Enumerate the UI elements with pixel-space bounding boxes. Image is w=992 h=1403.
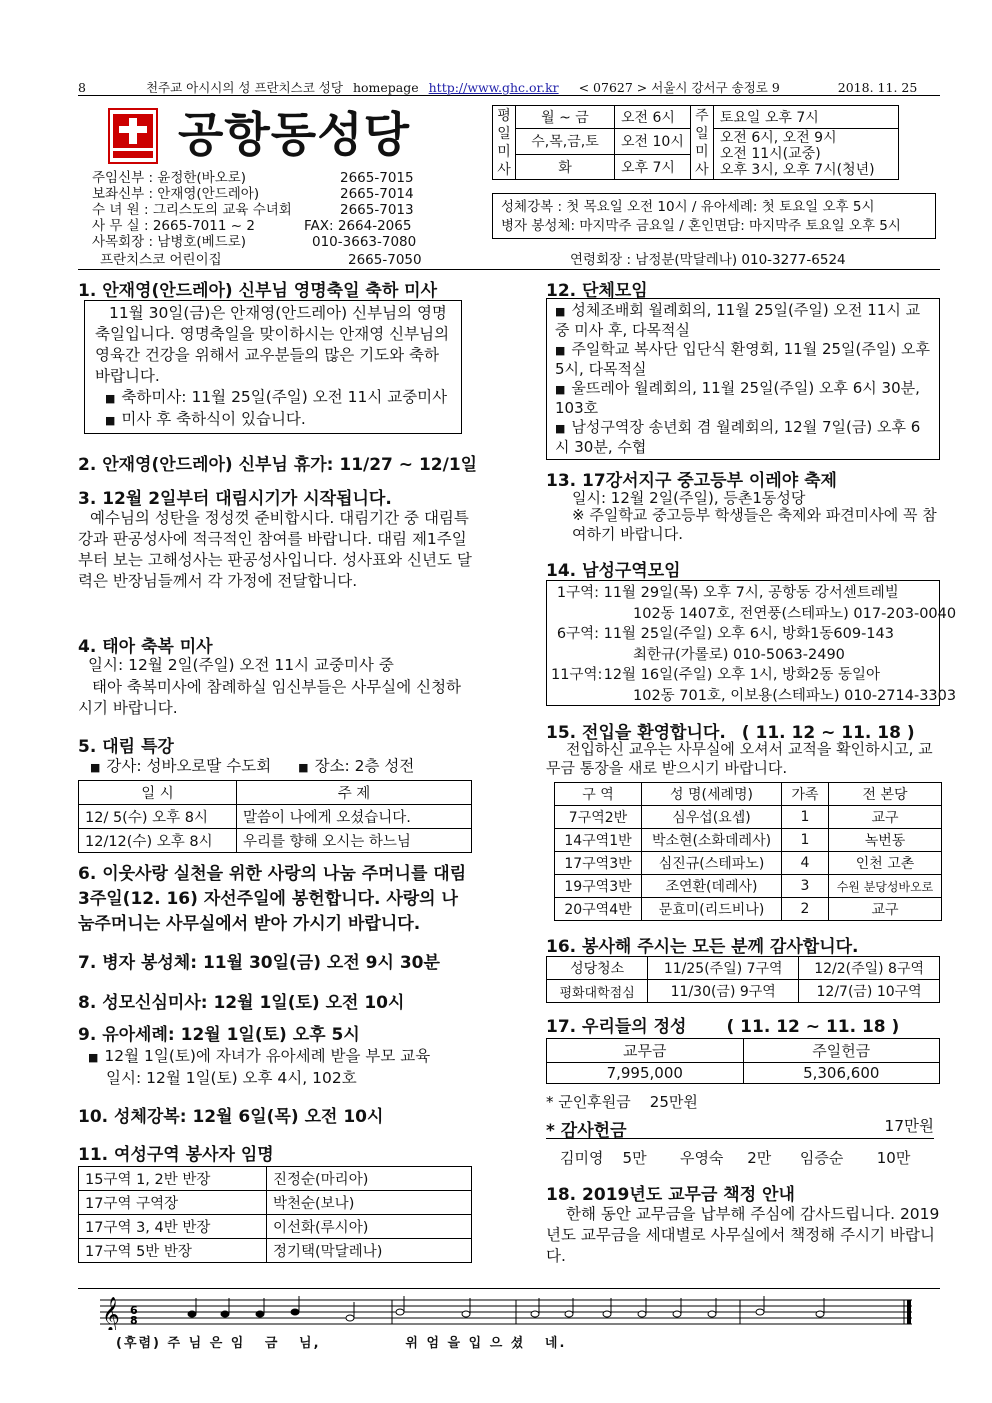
table-cell: 11/25(주일) 7구역 xyxy=(648,957,799,980)
staff-phone: 2665-7015 xyxy=(340,170,414,186)
section-1-box xyxy=(84,300,462,434)
staff-phone: FAX: 2664-2065 xyxy=(304,218,412,234)
sunday-mass-time: 오전 11시(교중) xyxy=(719,146,821,162)
table-cell: 12/7(금) 10구역 xyxy=(799,980,940,1003)
sunday-mass-times xyxy=(713,129,898,180)
section-3-title: 3. 12월 2일부터 대림시기가 시작됩니다. xyxy=(78,489,392,509)
page-number: 8 xyxy=(78,80,86,95)
sacrament-line: 병자 봉성체: 마지막주 금요일 / 혼인면담: 마지막주 토요일 오후 5시 xyxy=(501,218,901,234)
table-cell: 박소현(소화데레사) xyxy=(642,829,782,852)
table-cell: 조연환(데레사) xyxy=(642,875,782,898)
homepage-label: homepage xyxy=(352,80,419,95)
section-4-title: 4. 태아 축복 미사 xyxy=(78,637,213,657)
zone-meeting xyxy=(551,583,935,604)
zone-detail: 102동 1407호, 전연풍(스테파노) 017-203-0040 xyxy=(633,605,957,622)
table-row xyxy=(547,1063,940,1084)
table-row xyxy=(555,898,942,921)
table-header: 주일헌금 xyxy=(743,1039,940,1063)
sunday-mass-time: 토요일 오후 7시 xyxy=(713,106,898,129)
table-cell: 진정순(마리아) xyxy=(267,1167,472,1191)
table-header: 성 명(세례명) xyxy=(642,783,782,806)
header-rule xyxy=(78,95,940,96)
section-4-line: 일시: 12월 2일(주일) 오전 11시 교중미사 중 xyxy=(88,656,394,674)
table-row xyxy=(555,875,942,898)
table-cell: 3 xyxy=(782,875,829,898)
staff-phone: 2665-7013 xyxy=(340,202,414,218)
table-cell: 박천순(보나) xyxy=(267,1191,472,1215)
staff-row xyxy=(92,170,414,186)
mass-schedule-table xyxy=(492,105,899,180)
table-cell: 20구역4반 xyxy=(555,898,642,921)
section-18-text: 한해 동안 교무금을 납부해 주심에 감사드립니다. 2019년도 교무금을 세대별로 사무실에서 책정해 주시기 바랍니다. xyxy=(546,1205,940,1265)
section-1-bullet: ■ 축하미사: 11월 25일(주일) 오전 11시 교중미사 xyxy=(105,387,451,409)
table-header: 구 역 xyxy=(555,783,642,806)
mass-time: 오후 7시 xyxy=(615,154,691,180)
table-cell: 녹번동 xyxy=(829,829,942,852)
table-cell: 12/12(수) 오후 8시 xyxy=(79,829,237,853)
table-cell: 15구역 1, 2반 반장 xyxy=(79,1167,267,1191)
zone-label: 11구역: xyxy=(551,667,603,683)
mass-time: 오전 6시 xyxy=(615,106,691,129)
table-cell: 우리를 향해 오시는 하느님 xyxy=(237,829,472,853)
section-15-text: 전입하신 교우는 사무실에 오셔서 교적을 확인하시고, 교무금 통장을 새로 받으시기 바랍니다. xyxy=(546,740,933,777)
table-cell: 문효미(리드비나) xyxy=(642,898,782,921)
table-row xyxy=(555,829,942,852)
table-row xyxy=(547,980,940,1003)
table-cell: 교구 xyxy=(829,898,942,921)
table-cell: 19구역3반 xyxy=(555,875,642,898)
sunday-mass-time: 오전 6시, 오전 9시 xyxy=(719,130,837,146)
section-2-title: 2. 안재영(안드레아) 신부님 휴가: 11/27 ~ 12/1일 xyxy=(78,455,478,475)
group-meeting-item: ■ 주일학교 복사단 입단식 환영회, 11월 25일(주일) 오후 5시, 다목적실 xyxy=(555,340,931,379)
group-meeting-item: ■ 성체조배회 월례회의, 11월 25일(주일) 오전 11시 교중 미사 후, 다목적실 xyxy=(555,301,931,340)
section-5-info xyxy=(90,756,414,778)
svg-text:6: 6 xyxy=(130,1304,138,1317)
section-7-title: 7. 병자 봉성체: 11월 30일(금) 오전 9시 30분 xyxy=(78,953,440,973)
table-cell: 2 xyxy=(782,898,829,921)
sacrament-schedule xyxy=(492,193,936,239)
staff-row xyxy=(92,186,414,202)
table-cell: 17구역 5반 반장 xyxy=(79,1239,267,1263)
table-cell: 이선화(루시아) xyxy=(267,1215,472,1239)
thanks-offering-label: * 감사헌금 xyxy=(546,1121,627,1141)
table-row xyxy=(555,852,942,875)
section-10-title: 10. 성체강복: 12월 6일(목) 오전 10시 xyxy=(78,1107,384,1127)
sacrament-line: 성체강복 : 첫 목요일 오전 10시 / 유아세례: 첫 토요일 오후 5시 xyxy=(501,199,875,215)
zone-detail: 최한규(가롤로) 010-5063-2490 xyxy=(633,646,845,663)
section-18-title: 18. 2019년도 교무금 책정 안내 xyxy=(546,1185,795,1205)
parish-desc: 천주교 아시시의 성 프란치스코 성당 xyxy=(145,80,343,95)
table-header: 교무금 xyxy=(547,1039,744,1063)
mass-day: 수,목,금,토 xyxy=(516,129,615,155)
table-row xyxy=(79,805,472,829)
section-1-bullet: ■ 미사 후 축하식이 있습니다. xyxy=(105,409,451,431)
table-header: 주 제 xyxy=(237,781,472,805)
svg-text:8: 8 xyxy=(130,1314,138,1327)
section-9-line: 일시: 12월 1일(토) 오후 4시, 102호 xyxy=(106,1069,357,1087)
staff-role: 주임신부 : 윤정한(바오로) xyxy=(92,170,247,186)
address: < 07627 > 서울시 강서구 송정로 9 xyxy=(578,80,780,95)
staff-phone: 2665-7014 xyxy=(340,186,414,202)
section-15-heading: 15. 전입을 환영합니다. xyxy=(546,723,726,743)
svg-text:𝄞: 𝄞 xyxy=(102,1297,120,1330)
zone-detail: 12월 16일(주일) 오후 1시, 방화2동 동일아 xyxy=(603,667,881,683)
section-14-title: 14. 남성구역모임 xyxy=(546,561,681,581)
section-15-period: ( 11. 12 ~ 11. 18 ) xyxy=(741,723,915,743)
table-cell: 말씀이 나에게 오셨습니다. xyxy=(237,805,472,829)
zone-detail: 11월 29일(목) 오후 7시, 공항동 강서센트레빌 xyxy=(603,585,899,601)
section-9-title: 9. 유아세례: 12월 1일(토) 오후 5시 xyxy=(78,1025,360,1045)
table-row xyxy=(547,957,940,980)
table-cell: 심진규(스테파노) xyxy=(642,852,782,875)
offering-value: 5,306,600 xyxy=(743,1063,940,1084)
table-cell: 14구역1반 xyxy=(555,829,642,852)
zone-detail: 11월 25일(주일) 오후 6시, 방화1동609-143 xyxy=(603,626,894,642)
table-cell: 12/2(주일) 8구역 xyxy=(799,957,940,980)
table-cell: 수원 분당성바오로 xyxy=(829,875,942,898)
section-5-title: 5. 대림 특강 xyxy=(78,737,174,757)
volunteer-table xyxy=(78,1166,472,1263)
staff-role: 수 녀 원 : 그리스도의 교육 수녀회 xyxy=(92,202,292,218)
offering-table xyxy=(546,1038,940,1084)
staff-row xyxy=(92,234,417,250)
table-row xyxy=(79,1239,472,1263)
table-cell: 17구역 구역장 xyxy=(79,1191,267,1215)
table-cell: 1 xyxy=(782,829,829,852)
table-row xyxy=(555,806,942,829)
kindergarten-phone: 2665-7050 xyxy=(348,252,422,268)
table-cell: 1 xyxy=(782,806,829,829)
newcomer-table xyxy=(554,782,942,921)
lecture-table xyxy=(78,780,472,853)
section-12-box xyxy=(546,298,940,460)
zone-meeting xyxy=(551,665,935,686)
kindergarten-name: 프란치스코 어린이집 xyxy=(100,252,222,268)
sunday-mass-time: 오후 3시, 오후 7시(청년) xyxy=(719,162,875,178)
zone-label: 6구역: xyxy=(556,626,599,642)
footer-rule xyxy=(78,1288,940,1289)
table-cell: 인천 고촌 xyxy=(829,852,942,875)
mass-time: 오전 10시 xyxy=(615,129,691,155)
table-header: 가족 xyxy=(782,783,829,806)
staff-role: 보좌신부 : 안재영(안드레아) xyxy=(92,186,260,202)
table-cell: 7구역2반 xyxy=(555,806,642,829)
section-13-line: 일시: 12월 2일(주일), 등촌1동성당 xyxy=(572,489,806,507)
thanks-offering-row xyxy=(546,1116,934,1139)
table-cell: 4 xyxy=(782,852,829,875)
military-donation: * 군인후원금 25만원 xyxy=(546,1093,698,1111)
zone-label: 1구역: xyxy=(556,585,599,601)
section-1-text: 11월 30일(금)은 안재영(안드레아) 신부님의 영명축일입니다. 영명축일을 맞이하시는 안재영 신부님의 영육간 건강을 위해서 교우분들의 많은 기도와 축하 바랍니다. xyxy=(95,304,450,385)
table-cell: 교구 xyxy=(829,806,942,829)
table-header: 일 시 xyxy=(79,781,237,805)
table-row xyxy=(79,1215,472,1239)
table-row xyxy=(79,1167,472,1191)
thanks-donors: 김미영 5만 우영숙 2만 임증순 10만 xyxy=(560,1149,911,1167)
group-meeting-item: ■ 남성구역장 송년회 겸 월례회의, 12월 7일(금) 오후 6시 30분, 수협 xyxy=(555,418,931,457)
group-meeting-item: ■ 울뜨레아 월례회의, 11월 25일(주일) 오후 6시 30분, 103호 xyxy=(555,379,931,418)
table-cell: 성당청소 xyxy=(547,957,648,980)
table-cell: 평화대학점심 xyxy=(547,980,648,1003)
table-cell: 정기택(막달레나) xyxy=(267,1239,472,1263)
issue-date: 2018. 11. 25 xyxy=(837,80,918,95)
section-13-title: 13. 17강서지구 중고등부 이레야 축제 xyxy=(546,471,837,491)
section-1-title: 1. 안재영(안드레아) 신부님 영명축일 축하 미사 xyxy=(78,281,438,301)
service-table xyxy=(546,956,940,1003)
staff-row xyxy=(92,202,414,218)
weekday-mass-label: 평일미사 xyxy=(493,106,516,180)
staff-phone: 010-3663-7080 xyxy=(312,234,417,250)
section-17-title xyxy=(546,1012,899,1037)
header-line xyxy=(78,78,923,96)
association-info: 연령회장 : 남정분(막달레나) 010-3277-6524 xyxy=(570,252,846,268)
section-16-title: 16. 봉사해 주시는 모든 분께 감사합니다. xyxy=(546,937,859,957)
lecture-place: ■ 장소: 2층 성전 xyxy=(298,757,414,775)
lecturer: ■ 강사: 성바오로딸 수도회 xyxy=(90,757,271,775)
table-cell: 심우섭(요셉) xyxy=(642,806,782,829)
section-11-title: 11. 여성구역 봉사자 임명 xyxy=(78,1145,274,1165)
hymn-lyrics: (후렴) 주 님 은 임 금 님, 위 엄 을 입 으 셨 네. xyxy=(116,1336,567,1351)
homepage-link[interactable]: http://www.ghc.or.kr xyxy=(428,80,559,95)
staff-role: 사 무 실 : 2665-7011 ~ 2 xyxy=(92,218,255,234)
mass-day: 월 ~ 금 xyxy=(516,106,615,129)
mass-day: 화 xyxy=(516,154,615,180)
zone-detail: 102동 701호, 이보용(스테파노) 010-2714-3303 xyxy=(633,687,957,704)
section-8-title: 8. 성모신심미사: 12월 1일(토) 오전 10시 xyxy=(78,993,405,1013)
section-9-bullet: ■ 12월 1일(토)에 자녀가 유아세례 받을 부모 교육 xyxy=(88,1046,430,1068)
section-3-text: 예수님의 성탄을 정성껏 준비합시다. 대림기간 중 대림특강과 판공성사에 적극적인 참여를 바랍니다. 대림 제1주일부터 보는 고해성사는 판공성사입니다. 성사표와 신년도 달력은 반장님들께서 각 가정에 전달합니다. xyxy=(78,509,472,590)
music-staff xyxy=(100,1294,920,1334)
section-4-text: 태아 축복미사에 참례하실 임신부들은 사무실에 신청하시기 바랍니다. xyxy=(78,678,462,717)
kindergarten-row xyxy=(100,252,422,268)
section-14-box xyxy=(546,580,957,706)
thanks-offering-total: 17만원 xyxy=(884,1117,934,1135)
zone-meeting xyxy=(551,624,935,645)
table-row xyxy=(79,829,472,853)
table-header: 전 본당 xyxy=(829,783,942,806)
staff-row xyxy=(92,218,412,234)
section-13-note: ※ 주일학교 중고등부 학생들은 축제와 파견미사에 꼭 참여하기 바랍니다. xyxy=(572,506,937,543)
page-title: 공항동성당 xyxy=(178,108,411,163)
staff-role: 사목회장 : 남병호(베드로) xyxy=(92,234,247,250)
sunday-mass-label: 주일미사 xyxy=(690,106,713,180)
section-17-heading: 17. 우리들의 정성 xyxy=(546,1017,687,1037)
section-6-title: 6. 이웃사랑 실천을 위한 사랑의 나눔 주머니를 대림 3주일(12. 16) 자선주일에 봉헌합니다. 사랑의 나눔주머니는 사무실에서 받아 가시기 바랍니다. xyxy=(78,864,467,934)
parish-logo-icon xyxy=(108,108,158,164)
table-cell: 12/ 5(수) 오후 8시 xyxy=(79,805,237,829)
offering-value: 7,995,000 xyxy=(547,1063,744,1084)
header-divider xyxy=(78,269,940,270)
section-12-title: 12. 단체모임 xyxy=(546,281,648,301)
table-cell: 17구역 3, 4반 반장 xyxy=(79,1215,267,1239)
table-cell: 17구역3반 xyxy=(555,852,642,875)
section-17-period: ( 11. 12 ~ 11. 18 ) xyxy=(726,1017,900,1037)
table-cell: 11/30(금) 9구역 xyxy=(648,980,799,1003)
table-row xyxy=(79,1191,472,1215)
